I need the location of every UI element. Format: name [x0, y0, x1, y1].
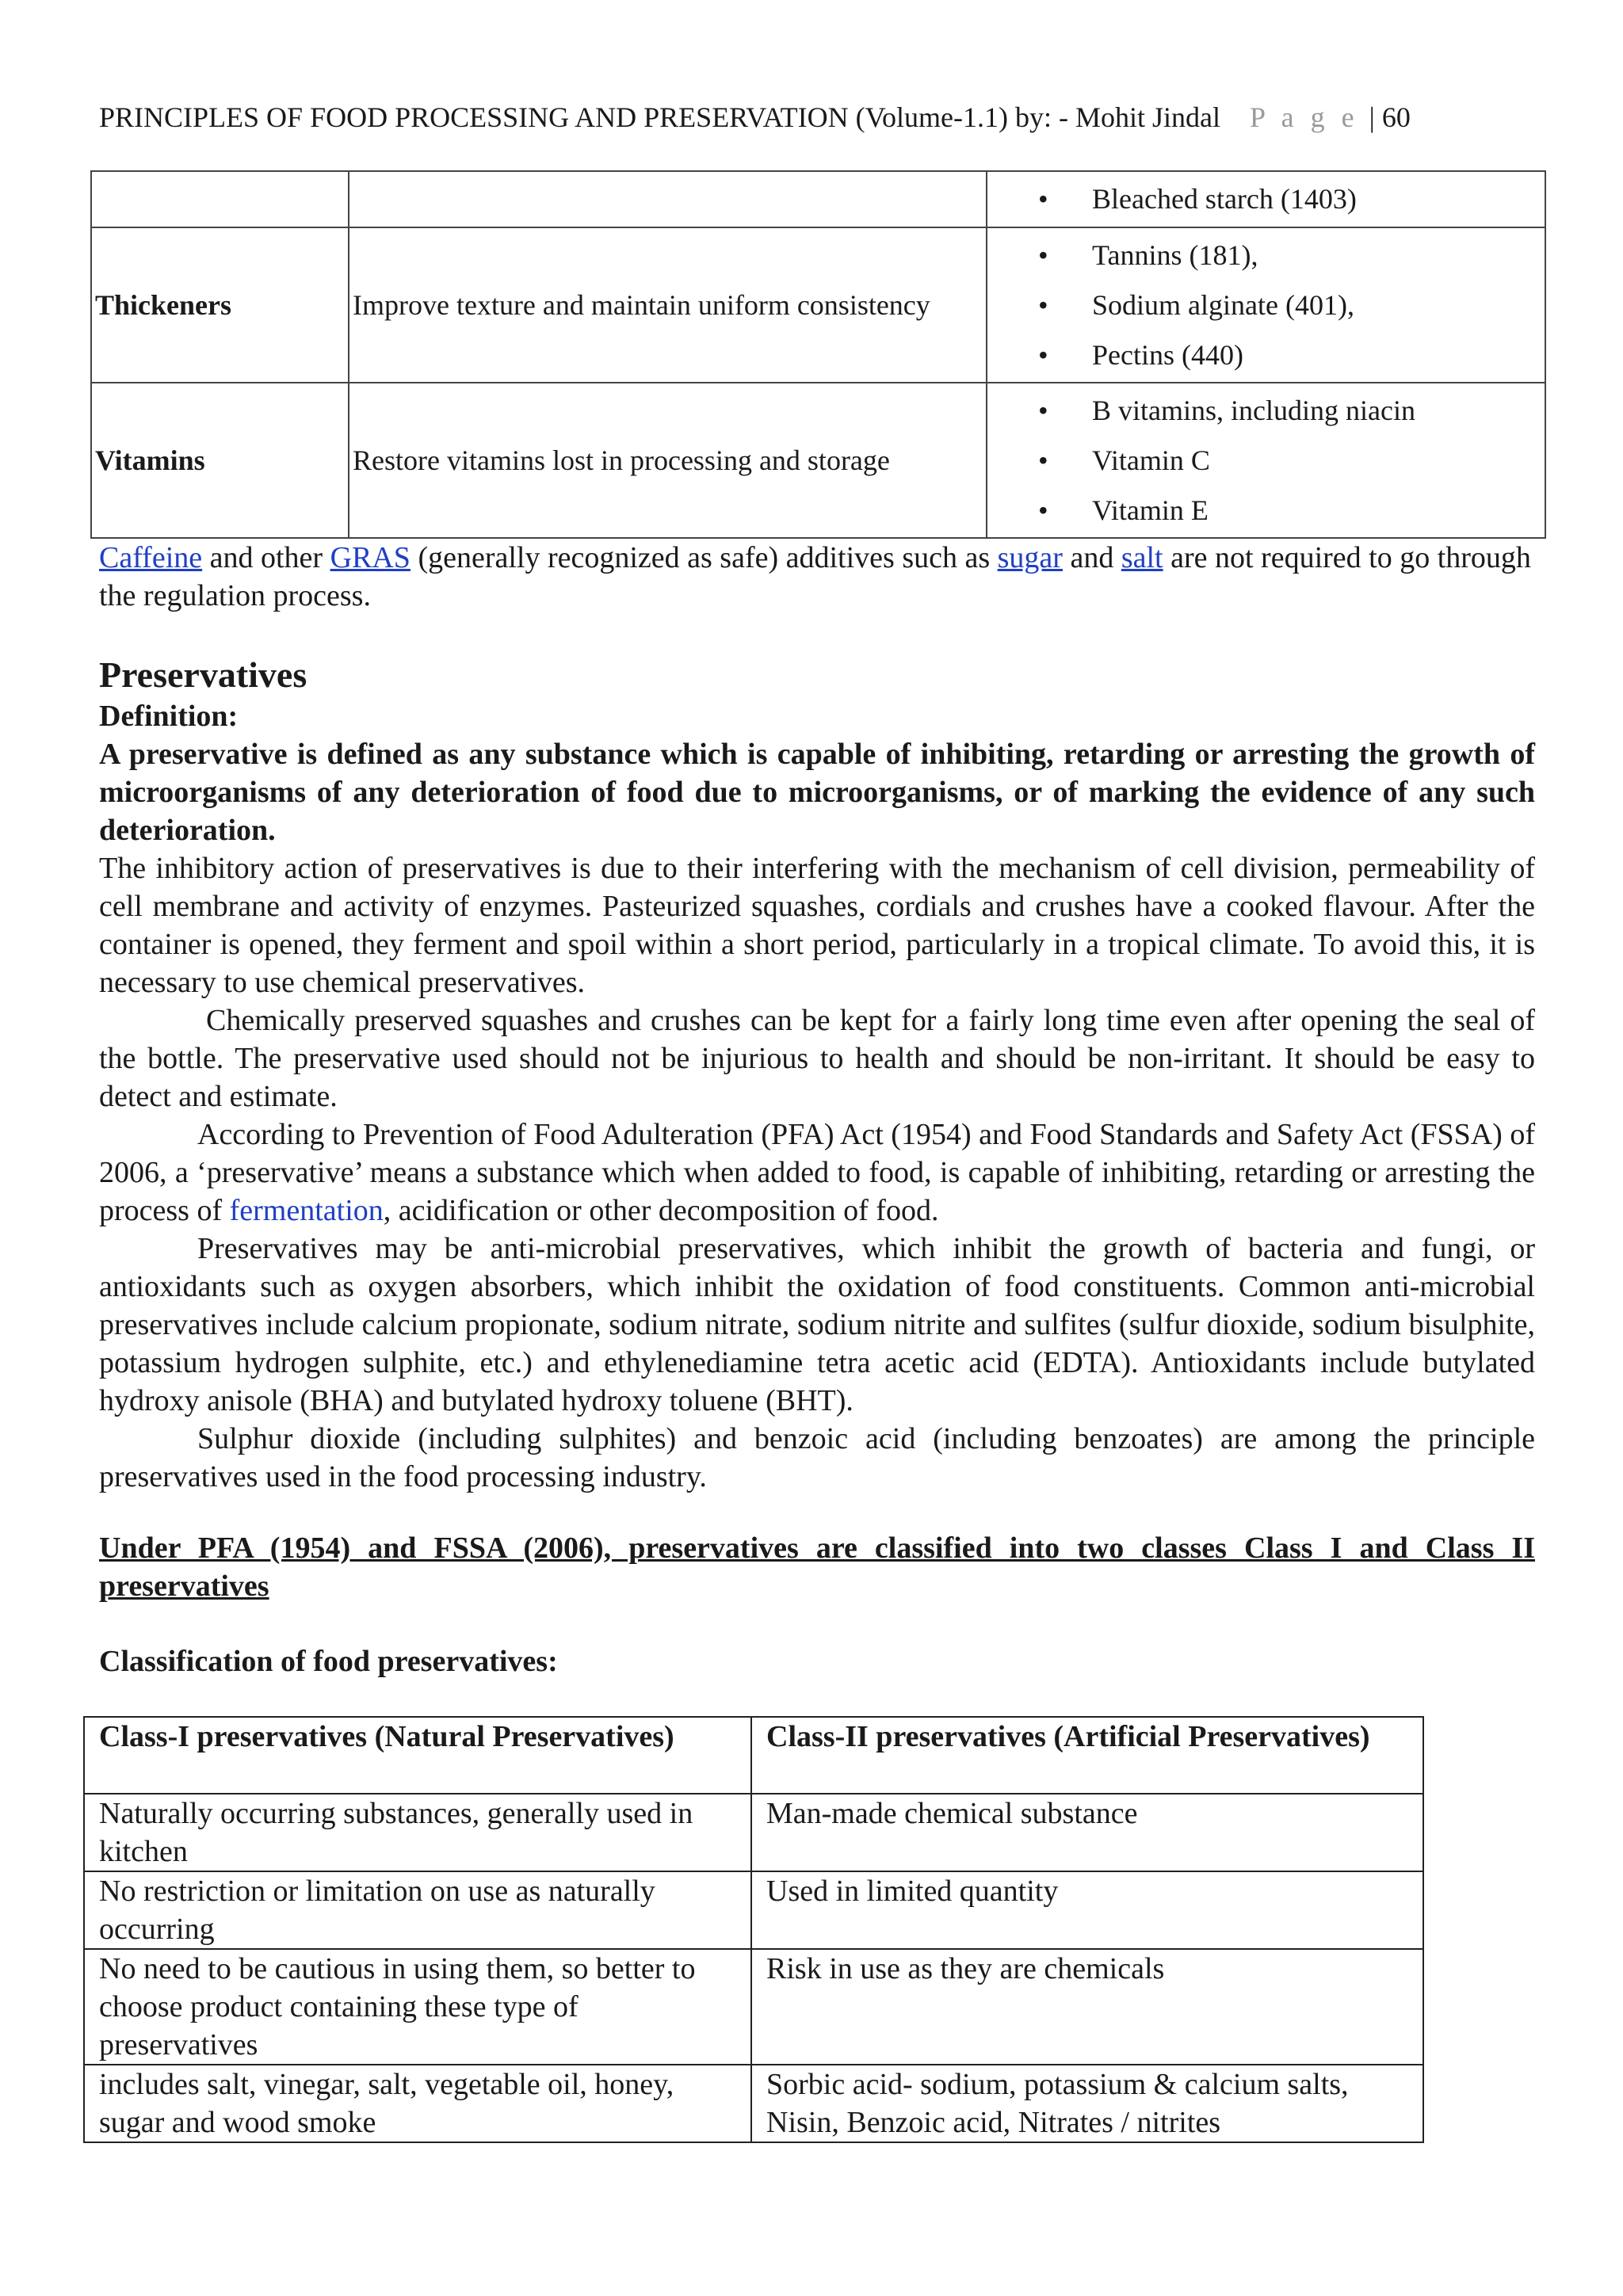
table-cell: Risk in use as they are chemicals [751, 1949, 1423, 2065]
examples-cell [987, 383, 1545, 538]
body-text [99, 735, 1535, 1496]
purpose-cell: Restore vitamins lost in processing and storage [349, 383, 987, 538]
classification-table [83, 1716, 1424, 2143]
category-cell: Thickeners [91, 227, 349, 383]
table-row [91, 171, 1545, 227]
gras-note [99, 539, 1535, 615]
table-cell: Naturally occurring substances, generally used in kitchen [84, 1794, 751, 1871]
gras-text-4: are not required to go through the regulation process. [99, 541, 1531, 612]
salt-link[interactable]: salt [1121, 541, 1163, 574]
table-cell: No restriction or limitation on use as naturally occurring [84, 1871, 751, 1949]
paragraph: Chemically preserved squashes and crushes can be kept for a fairly long time even after opening the seal of the bottle. The preservative used should not be injurious to health and should be non-irritant. It should be easy to detect and estimate. [99, 1004, 1535, 1113]
category-cell [91, 171, 349, 227]
table-header-row [84, 1717, 1423, 1794]
page-number: 60 [1381, 101, 1411, 133]
examples-cell [987, 171, 1545, 227]
additives-table [90, 170, 1546, 539]
fermentation-link[interactable]: fermentation [229, 1194, 384, 1227]
paragraph: The inhibitory action of preservatives is due to their interfering with the mechanism of cell division, permeability of cell membrane and activity of enzymes. Pasteurized squashes, cordials and crushes have a cooked flavour. After the container is opened, they ferment and spoil within a short period, particularly in a tropical climate. To avoid this, it is necessary to use chemical preservatives. [99, 852, 1535, 999]
header-title: PRINCIPLES OF FOOD PROCESSING AND PRESERVATION (Volume-1.1) by: - Mohit Jindal [99, 101, 1220, 133]
list-item: • Vitamin E [991, 486, 1545, 536]
paragraph-text: According to Prevention of Food Adulteration (PFA) Act (1954) and Food Standards and Safety Act (FSSA) of 2006, a ‘preservative’ means a substance which when added to food, is capable of inhibiting, retarding or arresting the process of [99, 1118, 1535, 1227]
column-header: Class-II preservatives (Artificial Preservatives) [751, 1717, 1423, 1794]
examples-list [991, 386, 1545, 536]
paragraph: Preservatives may be anti-microbial preservatives, which inhibit the growth of bacteria and fungi, or antioxidants such as oxygen absorbers, which inhibit the oxidation of food constituents. Common anti-microbial preservatives include calcium propionate, sodium nitrate, sodium nitrite and sulfites (sulfur dioxide, sodium bisulphite, potassium hydrogen sulphite, etc.) and ethylenediamine tetra acetic acid (EDTA). Antioxidants include butylated hydroxy anisole (BHA) and butylated hydroxy toluene (BHT). [99, 1232, 1535, 1417]
classification-note: Under PFA (1954) and FSSA (2006), preservatives are classified into two classes Class I and Class II preservatives [99, 1531, 1535, 1603]
section-title: Preservatives [99, 654, 307, 695]
definition-text: A preservative is defined as any substance which is capable of inhibiting, retarding or arresting the growth of microorganisms of any deterioration of food due to microorganisms, or of marking the evidence of any such deterioration. [99, 738, 1535, 847]
page-header [99, 98, 1526, 136]
sugar-link[interactable]: sugar [997, 541, 1063, 574]
table-cell: Sorbic acid- sodium, potassium & calcium salts, Nisin, Benzoic acid, Nitrates / nitrites [751, 2065, 1423, 2142]
paragraph-text: , acidification or other decomposition of food. [383, 1194, 939, 1227]
classification-heading: Classification of food preservatives: [99, 1645, 558, 1678]
paragraph [99, 1116, 1535, 1230]
purpose-cell [349, 171, 987, 227]
purpose-cell: Improve texture and maintain uniform consistency [349, 227, 987, 383]
page-separator: | [1369, 101, 1375, 133]
table-row [84, 1794, 1423, 1871]
category-cell: Vitamins [91, 383, 349, 538]
table-cell: includes salt, vinegar, salt, vegetable oil, honey, sugar and wood smoke [84, 2065, 751, 2142]
list-item: • B vitamins, including niacin [991, 386, 1545, 436]
caffeine-link[interactable]: Caffeine [99, 541, 203, 574]
list-item: • Vitamin C [991, 436, 1545, 486]
examples-list [991, 231, 1545, 380]
page-label: P a g e [1249, 101, 1359, 133]
list-item: • Pectins (440) [991, 330, 1545, 380]
table-row [91, 227, 1545, 383]
definition-label: Definition: [99, 700, 239, 733]
examples-cell [987, 227, 1545, 383]
column-header: Class-I preservatives (Natural Preservatives) [84, 1717, 751, 1794]
paragraph: Sulphur dioxide (including sulphites) and benzoic acid (including benzoates) are among the principle preservatives used in the food processing industry. [99, 1422, 1535, 1493]
table-cell: Man-made chemical substance [751, 1794, 1423, 1871]
examples-list [991, 174, 1545, 224]
list-item: • Bleached starch (1403) [991, 174, 1545, 224]
gras-text-3: and [1062, 541, 1121, 574]
table-row [91, 383, 1545, 538]
table-cell: Used in limited quantity [751, 1871, 1423, 1949]
list-item: • Sodium alginate (401), [991, 280, 1545, 330]
table-row [84, 2065, 1423, 2142]
list-item: • Tannins (181), [991, 231, 1545, 280]
table-cell: No need to be cautious in using them, so better to choose product containing these type of preservatives [84, 1949, 751, 2065]
table-row [84, 1871, 1423, 1949]
gras-text-1: and other [202, 541, 330, 574]
gras-text-2: (generally recognized as safe) additives such as [410, 541, 998, 574]
gras-link[interactable]: GRAS [330, 541, 411, 574]
table-row [84, 1949, 1423, 2065]
